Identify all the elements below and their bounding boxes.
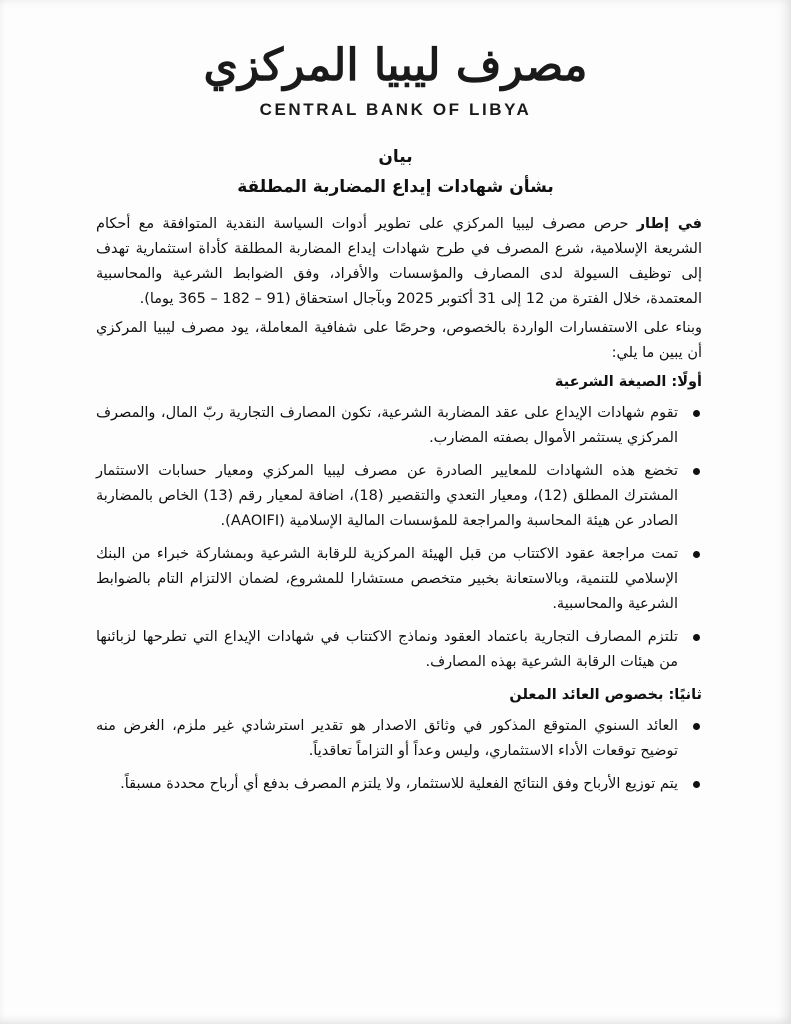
section-heading-return: ثانيًا: بخصوص العائد المعلن <box>509 687 702 703</box>
statement-body <box>96 212 702 805</box>
return-list <box>96 714 702 797</box>
list-item <box>96 401 702 451</box>
statement-subtitle: بشأن شهادات إيداع المضاربة المطلقة <box>237 177 554 197</box>
intro-text: حرص مصرف ليبيا المركزي على تطوير أدوات السياسة النقدية المتوافقة مع أحكام الشريعة الإسلامية، شرع المصرف في طرح شهادات إيداع المضاربة المطلقة كأداة استثمارية تهدف إلى توظيف السيولة لدى المصارف والمؤسسات والأفراد، وفق الضوابط الشرعية والمحاسبية المعتمدة، خلال الفترة من 12 إلى 31 أكتوبر 2025 وبآجال استحقاق (91 – 182 – 365 يوما). <box>96 216 702 307</box>
list-item <box>96 459 702 534</box>
section-heading-sharia: أولًا: الصيغة الشرعية <box>554 374 702 390</box>
list-item <box>96 772 702 797</box>
bank-name-english: CENTRAL BANK OF LIBYA <box>259 100 532 119</box>
sharia-list <box>96 401 702 675</box>
bullet-icon <box>693 468 700 475</box>
list-item <box>96 714 702 764</box>
intro-lead: في إطار <box>636 216 703 232</box>
intro-paragraph <box>96 212 702 312</box>
list-item-text: تخضع هذه الشهادات للمعايير الصادرة عن مصرف ليبيا المركزي ومعيار حسابات الاستثمار المشترك المطلق (12)، ومعيار التعدي والتقصير (18)، اضافة لمعيار رقم (13) الخاص بالمضاربة الصادر عن هيئة المحاسبة والمراجعة للمؤسسات المالية الإسلامية (AAOIFI). <box>96 463 678 529</box>
bullet-icon <box>693 634 700 641</box>
statement-title: بيان <box>378 147 413 167</box>
bank-name-arabic: مصرف ليبيا المركزي <box>203 40 588 91</box>
bullet-icon <box>693 781 700 788</box>
list-item-text: يتم توزيع الأرباح وفق النتائج الفعلية للاستثمار، ولا يلتزم المصرف بدفع أي أرباح محددة مسبقاً. <box>120 776 678 792</box>
list-item <box>96 542 702 617</box>
list-item-text: العائد السنوي المتوقع المذكور في وثائق الاصدار هو تقدير استرشادي غير ملزم، الغرض منه توضيح توقعات الأداء الاستثماري، وليس وعداً أو التزاماً تعاقدياً. <box>96 718 678 759</box>
bullet-icon <box>693 723 700 730</box>
list-item-text: تمت مراجعة عقود الاكتتاب من قبل الهيئة المركزية للرقابة الشرعية وبمشاركة خبراء من البنك الإسلامي للتنمية، وبالاستعانة بخبير متخصص مستشارا للمشروع، لضمان الالتزام التام بالضوابط الشرعية والمحاسبية. <box>96 546 678 612</box>
statement-heading <box>0 142 791 202</box>
list-item <box>96 625 702 675</box>
list-item-text: تلتزم المصارف التجارية باعتماد العقود ونماذج الاكتتاب في شهادات الإيداع التي تطرحها لزبائنها من هيئات الرقابة الشرعية بهذه المصارف. <box>96 629 678 670</box>
bullet-icon <box>693 551 700 558</box>
list-item-text: تقوم شهادات الإيداع على عقد المضاربة الشرعية، تكون المصارف التجارية ربّ المال، والمصرف المركزي يستثمر الأموال بصفته المضارب. <box>96 405 678 446</box>
followup-paragraph: وبناء على الاستفسارات الواردة بالخصوص، وحرصًا على شفافية المعاملة، يود مصرف ليبيا المركزي أن يبين ما يلي: <box>96 320 702 361</box>
letterhead <box>0 38 791 120</box>
bullet-icon <box>693 410 700 417</box>
